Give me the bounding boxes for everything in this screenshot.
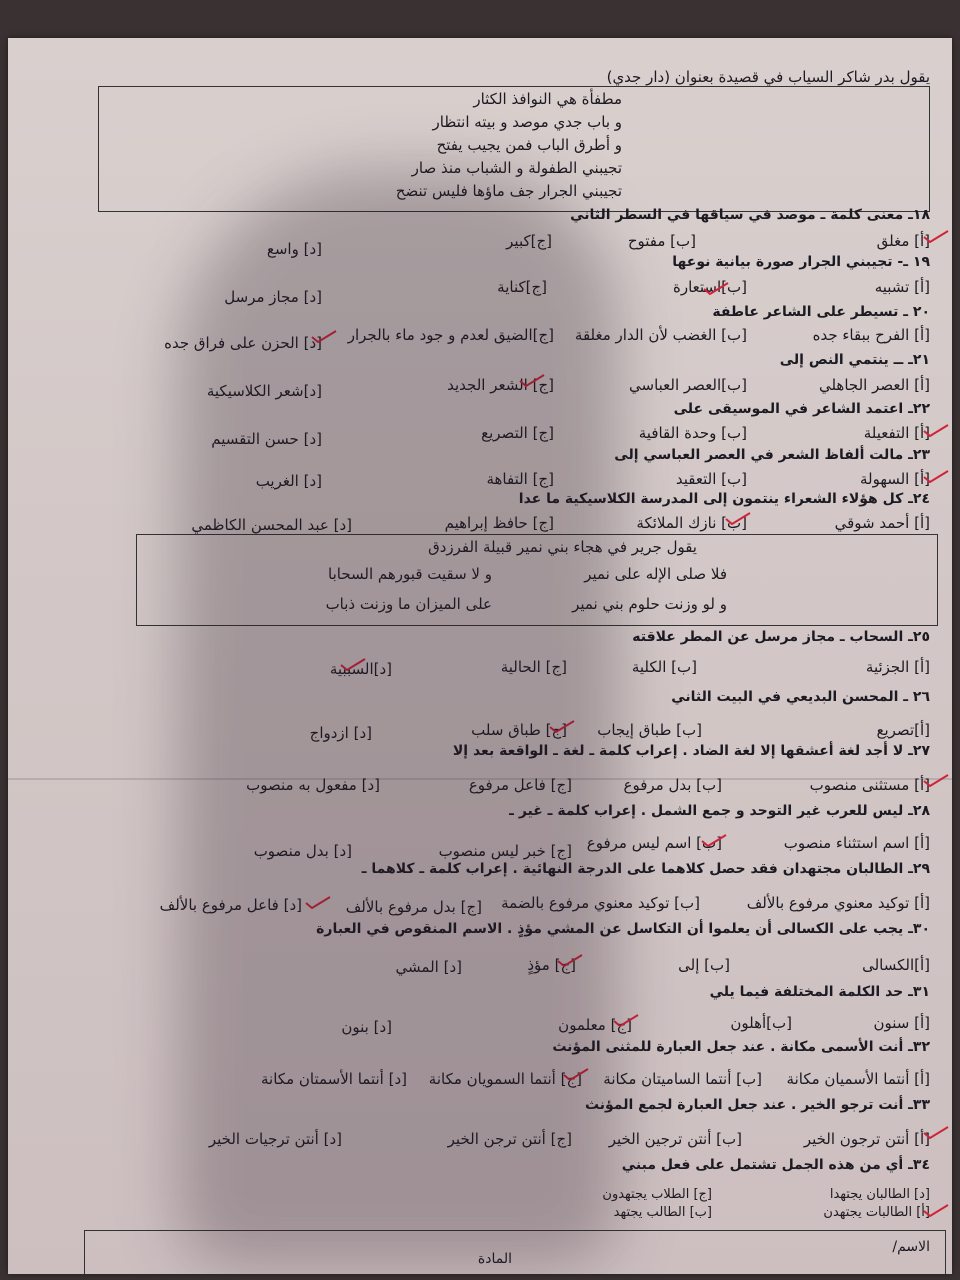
option[interactable]: [أ] أنتما الأسميان مكانة [786, 1070, 930, 1088]
question-stem: ٣١ـ حد الكلمة المختلفة فيما يلي [709, 984, 930, 1000]
question-stem: ٢٨ـ ليس للعرب غير التوحد و جمع الشمل . إعراب كلمة ـ غير ـ [509, 803, 930, 819]
check-mark-icon [304, 894, 332, 908]
option[interactable]: [أ] الجزئية [865, 658, 930, 676]
question-stem: ٢٠ ـ تسيطر على الشاعر عاطفة [712, 304, 930, 320]
option[interactable]: [ج] الشعر الجديد [447, 376, 554, 394]
poem1-line: تجيبني الجرار جف ماؤها فليس تنضح [395, 182, 622, 200]
option[interactable]: [د]شعر الكلاسيكية [206, 382, 322, 400]
question-stem: ٢١ـ ــ ينتمي النص إلى [779, 352, 930, 368]
option[interactable]: [ب] وحدة القافية [638, 424, 747, 442]
option[interactable]: [ج] معلمون [558, 1016, 632, 1034]
option[interactable]: [ج]الضيق لعدم و جود ماء بالجرار [347, 326, 554, 344]
option[interactable]: [د] مفعول به منصوب [246, 776, 380, 794]
option[interactable]: [ب] نازك الملائكة [636, 514, 747, 532]
subject-label: المادة [477, 1251, 512, 1267]
option[interactable]: [ج] بدل مرفوع بالألف [345, 898, 482, 916]
option[interactable]: [ج] أنتما السمويان مكانة [428, 1070, 582, 1088]
poem1-line: و أطرق الباب فمن يجيب يفتح [436, 136, 622, 154]
option[interactable]: [ب] الغضب لأن الدار مغلقة [574, 326, 747, 344]
option[interactable]: [ب] الطالب يجتهد [613, 1205, 712, 1220]
option[interactable]: [ج] الطلاب يجتهدون [602, 1187, 712, 1202]
option[interactable]: [ب] مفتوح [627, 232, 696, 250]
option[interactable]: [ب]العصر العباسي [629, 376, 747, 394]
option[interactable]: [ج] حافظ إبراهيم [444, 514, 554, 532]
option[interactable]: [د] حسن التقسيم [211, 430, 322, 448]
option[interactable]: [ب] التعقيد [675, 470, 747, 488]
option[interactable]: [أ] مستثنى منصوب [809, 776, 930, 794]
option[interactable]: [د] بنون [341, 1018, 392, 1036]
question-stem: ٣٣ـ أنت ترجو الخير . عند جعل العبارة لجمع المؤنث [584, 1097, 930, 1113]
option[interactable]: [د] واسع [266, 240, 322, 258]
question-stem: ١٩ ـ- تجيبني الجرار صورة بيانية نوعها [672, 254, 930, 270]
option[interactable]: [أ] أنتن ترجون الخير [803, 1130, 930, 1148]
question-stem: ٢٦ ـ المحسن البديعي في البيت الثاني [671, 689, 930, 705]
poem2-verse: على الميزان ما وزنت ذباب [325, 595, 492, 613]
option[interactable]: [ج] طباق سلب [471, 721, 567, 739]
option[interactable]: [د] عبد المحسن الكاظمي [191, 516, 352, 534]
exam-paper [8, 38, 952, 1274]
poem1-line: و باب جدي موصد و بيته انتظار [432, 113, 622, 131]
option[interactable]: [ج]كبير [506, 232, 552, 250]
option[interactable]: [ب] طباق إيجاب [597, 721, 702, 739]
option[interactable]: [د] بدل منصوب [253, 842, 352, 860]
option[interactable]: [ب] اسم ليس مرفوع [586, 834, 722, 852]
question-stem: ٢٢ـ اعتمد الشاعر في الموسيقى على [673, 401, 930, 417]
option[interactable]: [أ]الكسالى [862, 956, 930, 974]
option[interactable]: [أ] العصر الجاهلي [818, 376, 930, 394]
option[interactable]: [أ] السهولة [859, 470, 930, 488]
option[interactable]: [ب]استعارة [673, 278, 747, 296]
poem2-intro: يقول جرير في هجاء بني نمير قبيلة الفرزدق [428, 538, 697, 556]
option[interactable]: [ب] إلى [678, 956, 730, 974]
question-stem: ٣٢ـ أنت الأسمى مكانة . عند جعل العبارة للمثنى المؤنث [552, 1039, 930, 1055]
option[interactable]: [ج] مؤذٍ [527, 956, 576, 974]
option[interactable]: [أ] الفرح ببقاء جده [812, 326, 930, 344]
poem1-line: تجيبني الطفولة و الشباب منذ صار [411, 159, 622, 177]
question-stem: ٢٧ـ لا أجد لغة أعشقها إلا لغة الضاد . إعراب كلمة ـ لغة ـ الواقعة بعد إلا [452, 743, 930, 759]
question-stem: ٣٠ـ يجب على الكسالى أن يعلموا أن التكاسل عن المشي مؤذٍ . الاسم المنقوص في العبارة [316, 921, 930, 937]
option[interactable]: [د] أنتما الأسمتان مكانة [261, 1070, 407, 1088]
option[interactable]: [ج] فاعل مرفوع [468, 776, 572, 794]
option[interactable]: [د] الطالبان يجتهدا [829, 1187, 930, 1202]
option[interactable]: [ج] خبر ليس منصوب [438, 842, 572, 860]
option[interactable]: [ب] أنتما الساميتان مكانة [603, 1070, 762, 1088]
header-text: يقول بدر شاكر السياب في قصيدة بعنوان (دار جدي) [606, 68, 930, 86]
option[interactable]: [أ] التفعيلة [863, 424, 930, 442]
option[interactable]: [أ] مغلق [876, 232, 930, 250]
option[interactable]: [ج] التفاهة [486, 470, 554, 488]
option[interactable]: [ج]كناية [497, 278, 547, 296]
option[interactable]: [أ] أحمد شوقي [834, 514, 930, 532]
poem2-verse: و لا سقيت قبورهم السحابا [328, 565, 492, 583]
option[interactable]: [د]السببية [329, 660, 392, 678]
footer-box [84, 1230, 946, 1274]
option[interactable]: [د] الحزن على فراق جده [164, 334, 322, 352]
option[interactable]: [د] أنتن ترجيات الخير [208, 1130, 342, 1148]
option[interactable]: [أ]تصريع [876, 721, 930, 739]
option[interactable]: [د] مجاز مرسل [224, 288, 322, 306]
option[interactable]: [أ] توكيد معنوي مرفوع بالألف [746, 894, 930, 912]
option[interactable]: [ب] بدل مرفوع [623, 776, 722, 794]
option[interactable]: [ج] الحالية [500, 658, 567, 676]
question-stem: ٢٩ـ الطالبان مجتهدان فقد حصل كلاهما على الدرجة النهائية . إعراب كلمة ـ كلاهما ـ [361, 861, 930, 877]
option[interactable]: [أ] تشبيه [874, 278, 930, 296]
option[interactable]: [د] ازدواج [309, 724, 372, 742]
poem1-line: مطفأة هي النوافذ الكثار [473, 90, 622, 108]
option[interactable]: [ج] التصريع [481, 424, 554, 442]
option[interactable]: [ج] أنتن ترجن الخير [447, 1130, 572, 1148]
poem2-verse: فلا صلى الإله على نمير [584, 565, 727, 583]
name-label: الاسم/ [892, 1239, 930, 1255]
question-stem: ٢٥ـ السحاب ـ مجاز مرسل عن المطر علاقته [632, 629, 930, 645]
option[interactable]: [د] المشي [395, 958, 462, 976]
question-stem: ١٨ـ معنى كلمة ـ موصد في سياقها في السطر الثاني [570, 207, 930, 223]
question-stem: ٢٣ـ مالت ألفاظ الشعر في العصر العباسي إلى [614, 447, 930, 463]
question-stem: ٢٤ـ كل هؤلاء الشعراء ينتمون إلى المدرسة الكلاسيكية ما عدا [518, 491, 930, 507]
option[interactable]: [أ] سنون [873, 1014, 930, 1032]
question-stem: ٣٤ـ أي من هذه الجمل تشتمل على فعل مبني [621, 1157, 930, 1173]
option[interactable]: [د] الغريب [255, 472, 322, 490]
option[interactable]: [ب] أنتن ترجين الخير [608, 1130, 742, 1148]
option[interactable]: [أ] الطالبات يجتهدن [823, 1205, 930, 1220]
poem2-verse: و لو وزنت حلوم بني نمير [572, 595, 727, 613]
option[interactable]: [ب] توكيد معنوي مرفوع بالضمة [501, 894, 700, 912]
option[interactable]: [ب] الكلية [631, 658, 697, 676]
option[interactable]: [د] فاعل مرفوع بالألف [159, 896, 302, 914]
option[interactable]: [أ] اسم استثناء منصوب [783, 834, 930, 852]
option[interactable]: [ب]أهلون [730, 1014, 792, 1032]
